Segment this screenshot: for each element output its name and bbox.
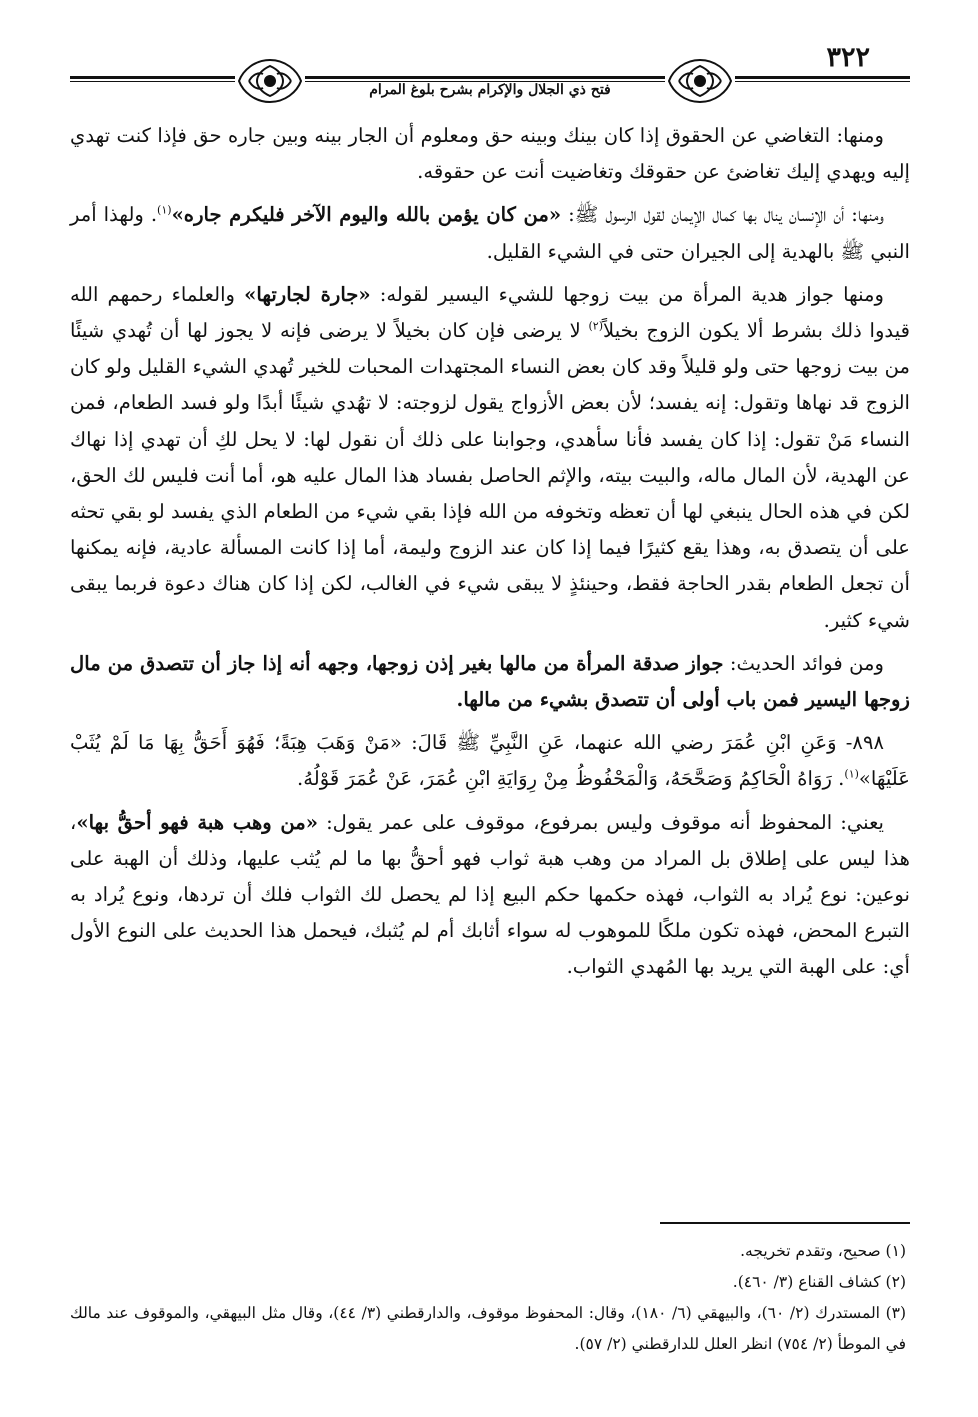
footnote-ref: (١) xyxy=(844,767,859,781)
benefit-text: جواز صدقة المرأة من مالها بغير إذن زوجها، وجهه أنه إذا جاز أن تتصدق من مال زوجها اليسير فمن باب أولى أن تتصدق بشيء من مالها. xyxy=(70,651,910,712)
page-number: ٣٢٢ xyxy=(826,42,870,73)
footnote: (٣) المستدرك (٢/ ٦٠)، والبيهقي (٦/ ١٨٠)، وقال: المحفوظ موقوف، والدارقطني (٣/ ٤٤)، وقال مثل البيهقي، والموقوف عند مالك في الموطأ (٢/ ٧٥٤) انظر العلل للدارقطني (٢/ ٥٧). xyxy=(70,1304,907,1353)
hadith-898 xyxy=(70,725,910,797)
hadith-quote: «جارة لجارتها» xyxy=(244,282,371,306)
footnote: (٢) كشاف القناع (٣/ ٤٦٠). xyxy=(732,1273,906,1291)
paragraph xyxy=(70,805,910,986)
footnotes xyxy=(70,1236,910,1360)
footnote: (١) صحيح، وتقدم تخريجه. xyxy=(740,1242,906,1260)
paragraph xyxy=(70,277,910,639)
paragraph-text: ، هذا ليس على إطلاق بل المراد من وهب هبة ثواب فهو أحقُّ بها ما لم يُثب عليها، وذلك أن الهبة على نوعين: نوع يُراد به الثواب، فهذه حكمها حكم البيع إذا لم يحصل لك الثواب فلك أن تردها، ونوع يُراد به التبرع المحض، فهذه تكون ملكًا للموهوب له سواء أثابك أم لم يُثبك، فيحمل هذا الحديث على النوع الأول أي: على الهبة التي يريد بها المُهدي الثواب. xyxy=(70,810,910,979)
paragraph-text: ومنها جواز هدية المرأة من بيت زوجها للشيء اليسير لقوله: xyxy=(370,282,884,306)
book-page xyxy=(70,40,910,1380)
paragraph-text: لا يرضى فإن كان بخيلاً لا يرضى فإنه لا يجوز لها أن تُهدي شيئًا من بيت زوجها حتى ولو قليلاً وقد كان بعض النساء المجتهدات المحبات للخير تُهدي الشيء القليل ولو كان الزوج قد نهاها وتقول: إنه يفسد؛ لأن بعض الأزواج يقول لزوجته: لا تهُدي شيئًا أبدًا ولو فسد الطعام، فمن النساء مَنْ تقول: إذا كان يفسد فأنا سأهدي، وجوابنا على ذلك أن نقول لها: لا يحل لكِ أن تهدي إذا نهاك عن الهدية، لأن المال ماله، والبيت بيته، والإثم الحاصل بفساد هذا المال عليه هو، أما أنت فليس لك الحق، لكن في هذه الحال ينبغي لها أن تعظه وتخوفه من الله فإذا بقي شيء من الطعام الذي يفسد لو بقي تحثه على أن يتصدق به، وهذا يقع كثيرًا فيما إذا كان عند الزوج وليمة، أما إذا كانت المسألة عادية، فإنه يمكنها أن تجعل الطعام بقدر الحاجة فقط، وحينئذٍ لا يبقى شيء في الغالب، لكن إذا كان هناك دعوة فربما يبقى شيء كثير. xyxy=(70,319,910,632)
hadith-text: . رَوَاهُ الْحَاكِمُ وَصَحَّحَهُ، وَالْمَحْفُوظُ مِنْ رِوَايَةِ ابْنِ عُمَرَ، عَنْ عُمَرَ قَوْلُهُ. xyxy=(297,767,845,791)
floral-ornament-icon xyxy=(665,56,735,106)
paragraph xyxy=(70,118,910,190)
hadith-text: ٨٩٨- وَعَنِ ابْنِ عُمَرَ رضي الله عنهما، عَنِ النَّبِيِّ ﷺ قَالَ: «مَنْ وَهَبَ هِبَةً؛ فَهُوَ أَحَقُّ بِهَا مَا لَمْ يُثَبْ عَلَيْهَا» xyxy=(70,731,910,791)
footnote-ref: (٢) xyxy=(588,319,604,333)
paragraph-text: ومنها: التغاضي عن الحقوق إذا كان بينك وبينه حق ومعلوم أن الجار بينه وبين جاره حق فإذا كنت تهدي إليه ويهدي إليك تغاضئ عن حقوقك وتغاضيت أنت عن حقوقه. xyxy=(70,124,910,184)
footnote-separator xyxy=(660,1222,910,1224)
running-title: فتح ذي الجلال والإكرام بشرح بلوغ المرام xyxy=(320,82,660,98)
paragraph-text: يعني: المحفوظ أنه موقوف وليس بمرفوع، موقوف على عمر يقول: xyxy=(318,810,884,834)
header-rule xyxy=(70,76,910,79)
paragraph-text: . ولهذا أمر النبي ﷺ بالهدية إلى الجيران حتى في الشيء القليل. xyxy=(70,203,910,263)
paragraph-text: والعلماء رحمهم الله قيدوا ذلك بشرط ألا يكون الزوج بخيلاً xyxy=(70,282,910,343)
paragraph xyxy=(70,197,910,269)
floral-ornament-icon xyxy=(235,56,305,106)
main-text xyxy=(70,118,910,986)
paragraph-text: ومنها: أن الإنسان ينال بها كمال الإيمان لقول الرسول ﷺ: xyxy=(561,203,884,227)
paragraph-text: ومن فوائد الحديث: xyxy=(723,651,884,675)
hadith-quote: «من وهب هبة فهو أحقُّ بها» xyxy=(76,810,319,834)
footnote-ref: (١) xyxy=(157,203,172,217)
page-header xyxy=(70,40,910,110)
paragraph xyxy=(70,646,910,718)
hadith-quote: «من كان يؤمن بالله واليوم الآخر فليكرم جاره» xyxy=(171,203,562,227)
